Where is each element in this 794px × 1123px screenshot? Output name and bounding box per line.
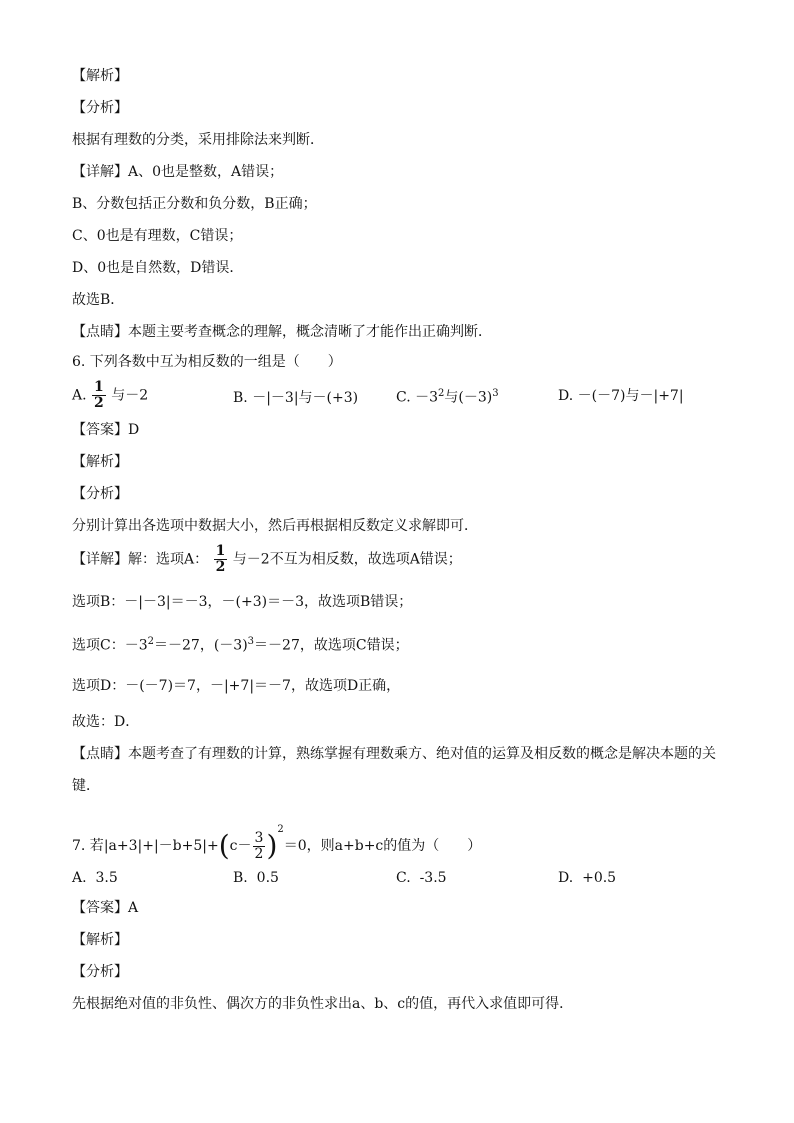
question-prefix: 7. 若 bbox=[72, 838, 104, 854]
detail-prefix: 【详解】解：选项A： bbox=[72, 551, 209, 568]
fraction-denominator: 2 bbox=[94, 395, 104, 411]
q7-option-a bbox=[72, 868, 118, 888]
paren-close: ) bbox=[266, 829, 278, 862]
fraction bbox=[253, 831, 266, 862]
fraction-numerator: 1 bbox=[94, 379, 104, 395]
answer-6: 【答案】D bbox=[72, 422, 140, 438]
option-label: C. bbox=[396, 870, 411, 886]
section-fenxi: 【分析】 bbox=[72, 100, 128, 116]
exponent: 3 bbox=[247, 636, 255, 647]
q6-options bbox=[72, 380, 728, 416]
option-text: +0.5 bbox=[582, 870, 617, 886]
fraction bbox=[92, 380, 106, 411]
option-text: 3.5 bbox=[95, 870, 118, 886]
option-expression: －(－7)与－|+7| bbox=[577, 388, 684, 404]
paren-open: ( bbox=[218, 829, 230, 862]
option-label: B. bbox=[233, 390, 248, 406]
fraction bbox=[214, 544, 228, 575]
fraction-denominator: 2 bbox=[215, 559, 226, 575]
option-text: -3.5 bbox=[419, 870, 447, 886]
exponent: 2 bbox=[277, 824, 284, 835]
question-6: 6. 下列各数中互为相反数的一组是（ ） bbox=[72, 354, 342, 370]
option-label: B. bbox=[233, 870, 248, 886]
option-label: A. bbox=[72, 870, 87, 886]
option-text: 与－2 bbox=[111, 387, 149, 404]
option-expression: －3 bbox=[415, 389, 439, 406]
section-fenxi: 【分析】 bbox=[72, 964, 128, 980]
question-expression: c－ bbox=[229, 838, 252, 854]
option-expression: (－3) bbox=[458, 389, 493, 406]
exponent: 3 bbox=[492, 388, 499, 399]
question-7 bbox=[72, 812, 481, 864]
detail6-d: 选项D：－(－7)＝7，－|+7|＝－7，故选项D正确， bbox=[72, 678, 401, 694]
dianjing-text-cont: 键． bbox=[72, 778, 100, 794]
detail-text: ＝－27，故选项C错误； bbox=[254, 637, 409, 654]
detail-text: 选项C：－3 bbox=[72, 637, 148, 654]
option-label: D. bbox=[558, 388, 574, 404]
exponent: 2 bbox=[147, 636, 154, 647]
q6-option-a bbox=[72, 380, 148, 411]
exponent: 2 bbox=[438, 388, 445, 399]
dianjing-text: 【点睛】本题考查了有理数的计算，熟练掌握有理数乘方、绝对值的运算及相反数的概念是解决本题的关 bbox=[72, 746, 716, 762]
choice-line: 故选：D． bbox=[72, 714, 140, 730]
question-text: ＝0，则a+b+c的值为（ ） bbox=[283, 838, 482, 854]
q7-option-d bbox=[558, 868, 616, 888]
fraction-numerator: 3 bbox=[254, 829, 264, 846]
detail-c: C、0也是有理数，C错误； bbox=[72, 228, 243, 244]
analysis-text: 根据有理数的分类，采用排除法来判断． bbox=[72, 132, 324, 148]
question-expression: |a+3|+|－b+5|+ bbox=[103, 838, 219, 854]
q6-option-b bbox=[233, 388, 358, 408]
option-label: D. bbox=[558, 870, 574, 886]
detail6-a bbox=[72, 544, 462, 575]
q6-option-c bbox=[396, 384, 499, 408]
fraction-denominator: 2 bbox=[254, 845, 264, 862]
analysis-text: 先根据绝对值的非负性、偶次方的非负性求出a、b、c的值，再代入求值即可得． bbox=[72, 996, 574, 1012]
answer-7: 【答案】A bbox=[72, 900, 139, 916]
detail-text: 与－2不互为相反数，故选项A错误； bbox=[232, 551, 462, 568]
section-fenxi: 【分析】 bbox=[72, 486, 128, 502]
q7-option-c bbox=[396, 868, 447, 888]
detail6-c bbox=[72, 632, 409, 656]
option-text: 0.5 bbox=[256, 870, 279, 886]
analysis-text: 分别计算出各选项中数据大小，然后再根据相反数定义求解即可． bbox=[72, 518, 478, 534]
detail-b: B、分数包括正分数和负分数，B正确； bbox=[72, 196, 317, 212]
fraction-numerator: 1 bbox=[215, 543, 226, 559]
section-jiexi: 【解析】 bbox=[72, 68, 128, 84]
detail6-b: 选项B：－|－3|＝－3，－(+3)＝－3，故选项B错误； bbox=[72, 594, 413, 610]
q6-option-d bbox=[558, 386, 684, 406]
choice-line: 故选B． bbox=[72, 292, 125, 308]
dianjing-text: 【点睛】本题主要考查概念的理解，概念清晰了才能作出正确判断． bbox=[72, 324, 492, 340]
section-jiexi: 【解析】 bbox=[72, 932, 128, 948]
detail-a: 【详解】A、0也是整数，A错误； bbox=[72, 164, 284, 180]
detail-text: (－3) bbox=[213, 637, 248, 654]
section-jiexi: 【解析】 bbox=[72, 454, 128, 470]
option-label: C. bbox=[396, 389, 411, 406]
q7-option-b bbox=[233, 868, 279, 888]
option-expression: －|－3|与－(+3) bbox=[252, 390, 359, 406]
option-text: 与 bbox=[444, 389, 459, 406]
option-label: A. bbox=[72, 387, 87, 404]
detail-text: ＝－27， bbox=[154, 637, 214, 654]
q7-options bbox=[72, 868, 728, 888]
detail-d: D、0也是自然数，D错误． bbox=[72, 260, 244, 276]
